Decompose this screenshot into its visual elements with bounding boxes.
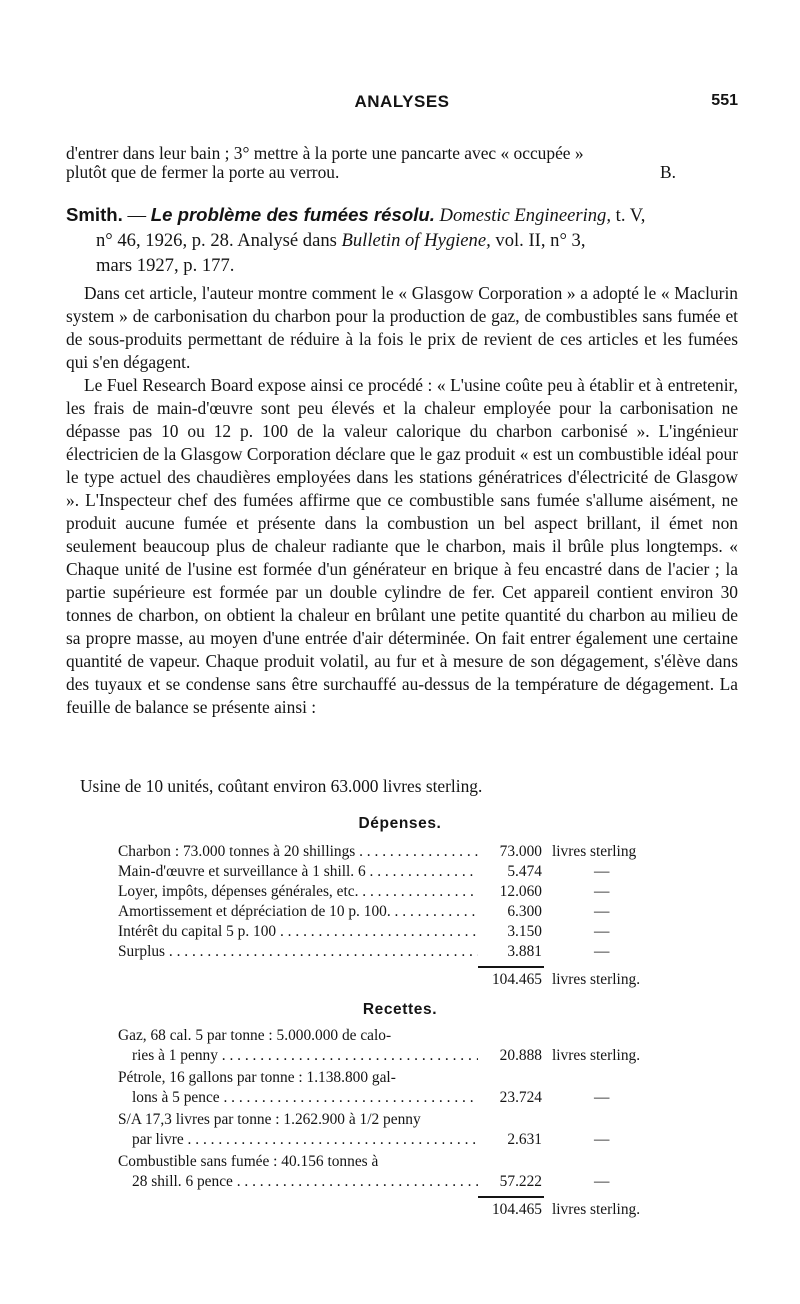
row-amount: 6.300 <box>507 903 542 920</box>
row-amount: 73.000 <box>499 843 542 860</box>
row-label: Main-d'œuvre et surveillance à 1 shill. 6 . . . <box>118 862 478 882</box>
reference-line2: n° 46, 1926, p. 28. Analysé dans <box>96 230 342 251</box>
table-row <box>118 842 678 862</box>
row-label: 28 shill. 6 pence . . . <box>118 1172 478 1192</box>
signature: B. <box>660 162 676 182</box>
table-row <box>118 1152 678 1172</box>
table-row <box>118 1068 678 1088</box>
journal-name: Domestic Engineering, <box>439 205 611 226</box>
row-label: Combustible sans fumée : 40.156 tonnes à <box>118 1153 379 1170</box>
table-row <box>118 922 678 942</box>
row-amount: 57.222 <box>499 1173 542 1190</box>
page-header <box>66 92 738 116</box>
row-amount: 12.060 <box>499 883 542 900</box>
table-row <box>118 1172 678 1192</box>
row-label: par livre . . . <box>118 1130 478 1150</box>
paragraph-1: Dans cet article, l'auteur montre comment le « Glasgow Corporation » a adopté le « Maclurin system » de carbonisation du charbon pour la production de gaz, de combustibles sans fumée et de sous-produits permettant de réduire à la fois le prix de revient de ces articles et les fumées qui s'en dégagent. <box>66 283 738 372</box>
row-unit: — <box>594 1089 610 1106</box>
journal-details: t. V, <box>611 205 646 226</box>
page-number: 551 <box>711 92 738 109</box>
row-unit: — <box>594 883 610 900</box>
row-label: Gaz, 68 cal. 5 par tonne : 5.000.000 de calo- <box>118 1027 392 1044</box>
row-unit: — <box>594 1131 610 1148</box>
table-row <box>118 882 678 902</box>
table-row <box>118 1110 678 1130</box>
row-amount: 23.724 <box>499 1089 542 1106</box>
row-label: Amortissement et dépréciation de 10 p. 100. . . . <box>118 902 478 922</box>
table-row <box>118 1026 678 1046</box>
row-label: ries à 1 penny . . . <box>118 1046 478 1066</box>
row-amount: 5.474 <box>507 863 542 880</box>
row-amount: 3.150 <box>507 923 542 940</box>
row-label: Loyer, impôts, dépenses générales, etc. . . . <box>118 882 478 902</box>
row-unit: — <box>594 1173 610 1190</box>
author: Smith. <box>66 204 123 225</box>
carry-over-last-line: plutôt que de fermer la porte au verrou. <box>66 162 340 182</box>
row-unit: — <box>594 863 610 880</box>
article-title: Le problème des fumées résolu. <box>150 204 435 225</box>
row-unit: — <box>594 923 610 940</box>
row-amount: 3.881 <box>507 943 542 960</box>
row-unit: livres sterling <box>552 843 637 860</box>
table-row <box>118 902 678 922</box>
table-row <box>118 862 678 882</box>
recettes-heading: Recettes. <box>362 1001 438 1018</box>
total-unit: livres sterling. <box>552 1201 641 1218</box>
total-amount: 104.465 <box>491 971 542 988</box>
carry-over-text: d'entrer dans leur bain ; 3° mettre à la porte une pancarte avec « occupée » <box>66 143 584 163</box>
journal2-name: Bulletin of Hygiene, <box>341 230 491 251</box>
row-unit: — <box>594 903 610 920</box>
total-row <box>118 970 678 990</box>
table-row <box>118 1088 678 1108</box>
carry-over-end <box>66 162 738 185</box>
bibliographic-reference <box>66 202 738 278</box>
row-label: Intérêt du capital 5 p. 100 . . . <box>118 922 478 942</box>
table-row <box>118 1046 678 1066</box>
row-label: Charbon : 73.000 tonnes à 20 shillings . . . <box>118 842 478 862</box>
row-label: Pétrole, 16 gallons par tonne : 1.138.800 gal- <box>118 1069 396 1086</box>
row-label: Surplus . . . <box>118 942 478 962</box>
total-rule <box>478 966 544 968</box>
reference-line2-rest: vol. II, n° 3, <box>490 230 586 251</box>
reference-dash: — <box>122 205 151 226</box>
reference-line3: mars 1927, p. 177. <box>96 255 235 276</box>
total-unit: livres sterling. <box>552 971 641 988</box>
total-row <box>118 1200 678 1220</box>
total-rule <box>478 1196 544 1198</box>
row-unit: livres sterling. <box>552 1047 641 1064</box>
row-amount: 20.888 <box>499 1047 542 1064</box>
running-head: ANALYSES <box>354 92 450 111</box>
table-row <box>118 942 678 962</box>
row-unit: — <box>594 943 610 960</box>
row-label: S/A 17,3 livres par tonne : 1.262.900 à 1/2 penny <box>118 1111 421 1128</box>
row-label: lons à 5 pence . . . <box>118 1088 478 1108</box>
row-amount: 2.631 <box>507 1131 542 1148</box>
paragraph-2: Le Fuel Research Board expose ainsi ce procédé : « L'usine coûte peu à établir et à entretenir, les frais de main-d'œuvre sont peu élevés et la chaleur employée pour la carbonisation ne dépasse pas 10 ou 12 p. 100 de la valeur calorique du charbon carbonisé ». L'ingénieur électricien de la Glasgow Corporation déclare que le gaz produit « est un combustible idéal pour le type actuel des chaudières employées dans les stations génératrices d'électricité de Glasgow ». L'Inspecteur chef des fumées affirme que ce combustible sans fumée s'allume aisément, ne produit aucune fumée et présente dans la combustion un bel aspect brillant, il émet non seulement beaucoup plus de chaleur radiante que le charbon, mais il brûle plus longtemps. « Chaque unité de l'usine est formée d'un générateur en brique à feu encastré dans de l'acier ; la partie supérieure est formée par un double cylindre de fer. Cet appareil contient environ 30 tonnes de charbon, on obtient la chaleur en brûlant une petite quantité du charbon au milieu de sa propre masse, au moyen d'une entrée d'air déterminée. On fait entrer également une certaine quantité de vapeur. Chaque produit volatil, au fur et à mesure de son dégagement, s'élève dans des tuyaux et se condense sans être surchauffé au-dessus de la température de dégagement. La feuille de balance se présente ainsi : <box>66 375 738 717</box>
depenses-heading: Dépenses. <box>358 815 442 832</box>
usine-line: Usine de 10 unités, coûtant environ 63.000 livres sterling. <box>80 776 483 796</box>
total-amount: 104.465 <box>491 1201 542 1218</box>
table-row <box>118 1130 678 1150</box>
